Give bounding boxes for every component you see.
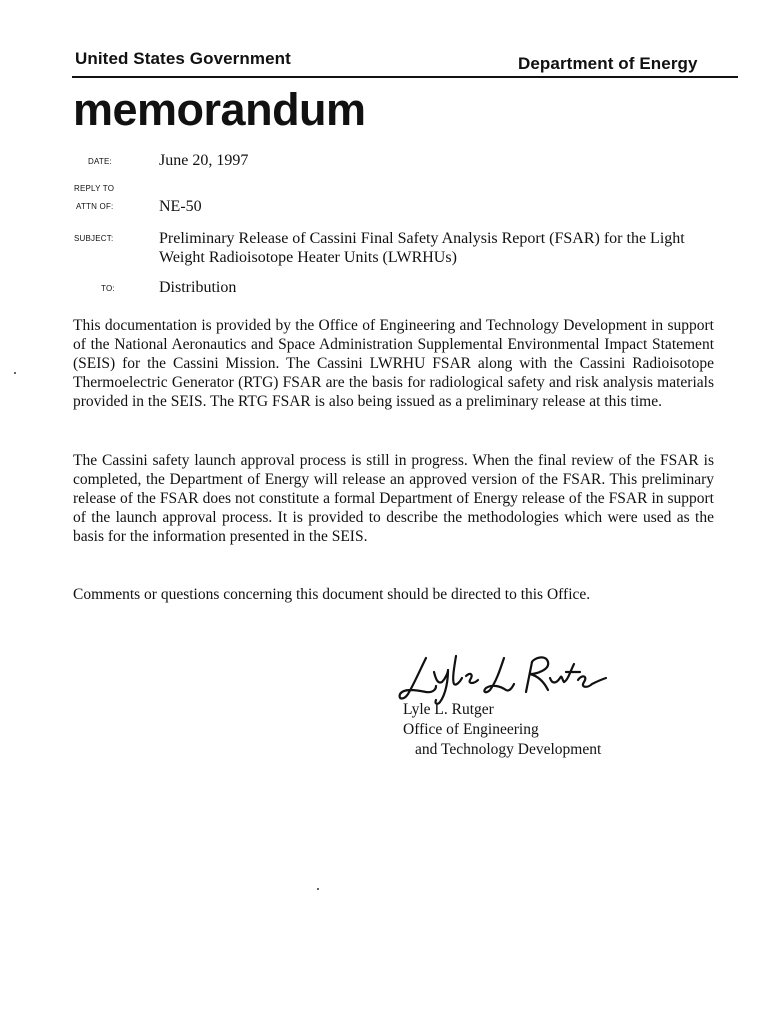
body-paragraph-2: The Cassini safety launch approval process is still in progress. When the final review of the FSAR is completed, the Department of Energy will release an approved version of the FSAR. This preliminary release of the FSAR does not constitute a formal Department of Energy release of the FSAR in support of the launch approval process. It is provided to describe the methodologies which were used as the basis for the information presented in the SEIS. [73, 452, 714, 545]
attn-of-label: ATTN OF: [76, 202, 114, 211]
reply-to-label: REPLY TO [74, 184, 115, 193]
subject-value: Preliminary Release of Cassini Final Safety Analysis Report (FSAR) for the Light Weight Radioisotope Heater Units (LWRHUs) [159, 230, 685, 266]
to-label: TO: [101, 284, 115, 293]
signatory-name: Lyle L. Rutger [403, 701, 494, 718]
date-value: June 20, 1997 [159, 152, 249, 169]
scan-speck [14, 372, 16, 374]
attn-of-value: NE-50 [159, 198, 202, 215]
memo-title: memorandum [73, 84, 366, 135]
subject-label: SUBJECT: [74, 234, 114, 243]
date-label: DATE: [88, 157, 112, 166]
scan-speck [317, 888, 319, 890]
body-paragraph-3: Comments or questions concerning this document should be directed to this Office. [73, 586, 591, 603]
signatory-office-line-2: and Technology Development [415, 741, 602, 758]
header-department: Department of Energy [518, 54, 698, 73]
body-paragraph-1: This documentation is provided by the Office of Engineering and Technology Development in support of the National Aeronautics and Space Administration Supplemental Environmental Impact Statement (SEIS) for the Cassini Mission. The Cassini LWRHU FSAR along with the Cassini Radioisotope Thermoelectric Generator (RTG) FSAR are the basis for radiological safety and risk analysis materials provided in the SEIS. The RTG FSAR is also being issued as a preliminary release at this time. [73, 317, 714, 410]
header-agency: United States Government [75, 49, 291, 68]
to-value: Distribution [159, 279, 237, 296]
signatory-office-line-1: Office of Engineering [403, 721, 539, 738]
header-rule [72, 76, 738, 78]
